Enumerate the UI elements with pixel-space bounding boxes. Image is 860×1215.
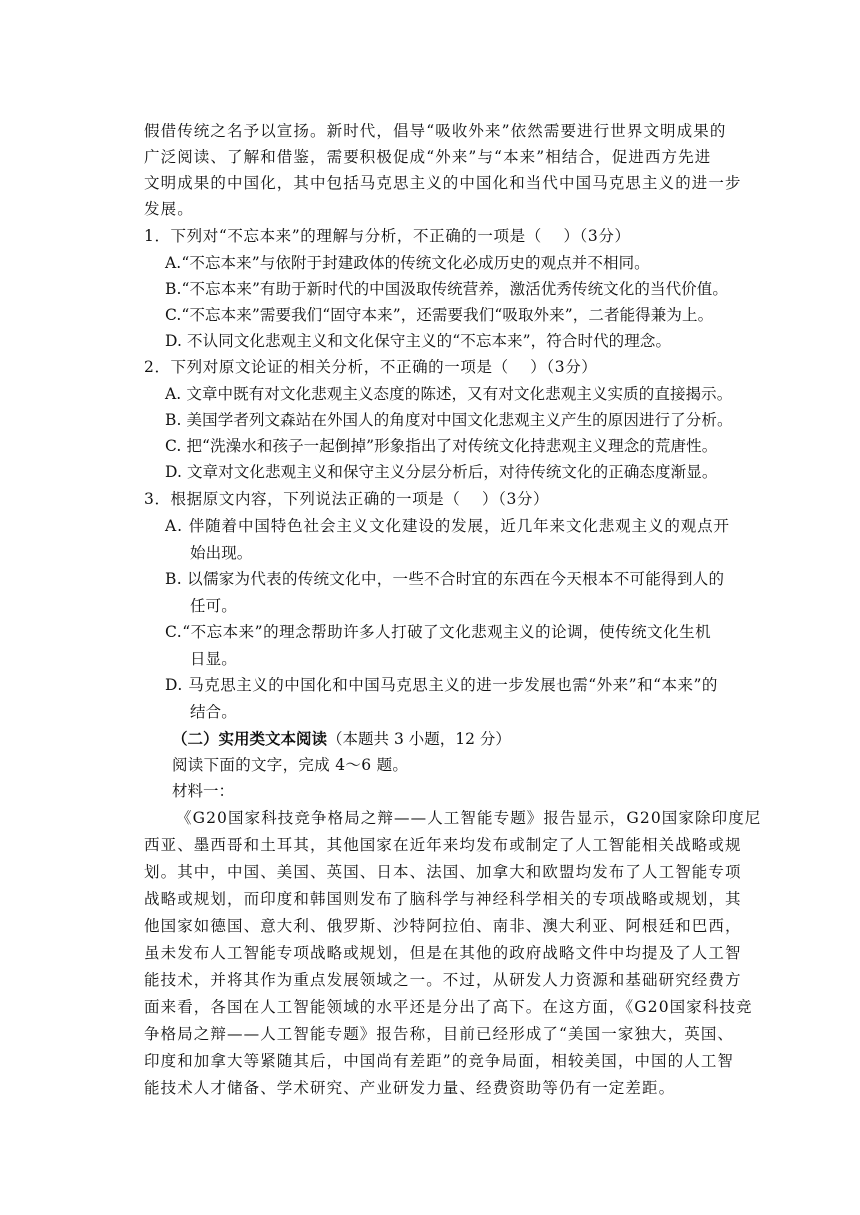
passage-line: 文明成果的中国化，其中包括马克思主义的中国化和当代中国马克思主义的进一步 bbox=[144, 174, 742, 192]
question-3-stem: 3．根据原文内容，下列说法正确的一项是（ ）（3分） bbox=[144, 490, 550, 508]
material-line: 他国家如德国、意大利、俄罗斯、沙特阿拉伯、南非、澳大利亚、阿根廷和巴西， bbox=[144, 917, 742, 935]
question-3-option-d-cont: 结合。 bbox=[190, 703, 237, 721]
material-line: 战略或规划，而印度和韩国则发布了脑科学与神经科学相关的专项战略或规划，其 bbox=[144, 890, 742, 908]
question-2-option-b: B. 美国学者列文森站在外国人的角度对中国文化悲观主义产生的原因进行了分析。 bbox=[165, 411, 733, 429]
passage-line: 假借传统之名予以宣扬。新时代，倡导“吸收外来”依然需要进行世界文明成果的 bbox=[144, 122, 727, 140]
material-line: 划。其中，中国、美国、英国、日本、法国、加拿大和欧盟均发布了人工智能专项 bbox=[144, 863, 742, 881]
question-2-option-d: D. 文章对文化悲观主义和保守主义分层分析后，对待传统文化的正确态度渐显。 bbox=[165, 463, 718, 481]
question-1-option-a: A.“不忘本来”与依附于封建政体的传统文化必成历史的观点并不相同。 bbox=[165, 254, 650, 272]
question-3-option-a-cont: 始出现。 bbox=[190, 544, 253, 562]
material-line: 能技术人才储备、学术研究、产业研发力量、经费资助等仍有一定差距。 bbox=[144, 1079, 676, 1097]
material-line: 面来看，各国在人工智能领域的水平还是分出了高下。在这方面，《G20国家科技竞 bbox=[144, 998, 753, 1016]
material-line: 能技术，并将其作为重点发展领域之一。不过，从研发人力资源和基础研究经费方 bbox=[144, 971, 742, 989]
question-2-option-c: C. 把“洗澡水和孩子一起倒掉”形象指出了对传统文化持悲观主义理念的荒唐性。 bbox=[165, 437, 718, 455]
question-1-option-d: D. 不认同文化悲观主义和文化保守主义的“不忘本来”，符合时代的理念。 bbox=[165, 332, 672, 350]
material-line: 争格局之辩——人工智能专题》报告称，目前已经形成了“美国一家独大，英国、 bbox=[144, 1025, 735, 1043]
question-1-option-c: C.“不忘本来”需要我们“固守本来”，还需要我们“吸取外来”，二者能得兼为上。 bbox=[165, 306, 714, 324]
section-heading bbox=[172, 729, 511, 749]
material-line: 虽未发布人工智能专项战略或规划，但是在其他的政府战略文件中均提及了人工智 bbox=[144, 944, 742, 962]
question-2-stem: 2．下列对原文论证的相关分析，不正确的一项是（ ）（3分） bbox=[144, 358, 598, 376]
question-2-option-a: A. 文章中既有对文化悲观主义态度的陈述，又有对文化悲观主义实质的直接揭示。 bbox=[165, 385, 733, 403]
material-line: 西亚、墨西哥和土耳其，其他国家在近年来均发布或制定了人工智能相关战略或规 bbox=[144, 836, 742, 854]
section-score-note: （本题共 3 小题，12 分） bbox=[327, 730, 511, 748]
question-1-stem: 1．下列对“不忘本来”的理解与分析，不正确的一项是（ ）（3分） bbox=[144, 227, 631, 245]
material-line: 印度和加拿大等紧随其后，中国尚有差距”的竞争局面，相较美国，中国的人工智 bbox=[144, 1052, 735, 1070]
question-3-option-a: A. 伴随着中国特色社会主义文化建设的发展，近几年来文化悲观主义的观点开 bbox=[165, 517, 730, 535]
material-line: 《G20国家科技竞争格局之辩——人工智能专题》报告显示，G20国家除印度尼 bbox=[176, 809, 762, 827]
question-1-option-b: B.“不忘本来”有助于新时代的中国汲取传统营养，激活优秀传统文化的当代价值。 bbox=[165, 280, 728, 298]
question-3-option-b-cont: 任可。 bbox=[190, 597, 237, 615]
passage-line: 发展。 bbox=[144, 200, 194, 218]
section-title: （二）实用类文本阅读 bbox=[172, 729, 328, 748]
material-label: 材料一： bbox=[172, 782, 235, 800]
section-instruction: 阅读下面的文字，完成 4～6 题。 bbox=[172, 756, 409, 774]
question-3-option-d: D. 马克思主义的中国化和中国马克思主义的进一步发展也需“外来”和“本来”的 bbox=[165, 676, 718, 694]
passage-line: 广泛阅读、了解和借鉴，需要积极促成“外来”与“本来”相结合，促进西方先进 bbox=[144, 148, 712, 166]
question-3-option-c-cont: 日显。 bbox=[190, 650, 237, 668]
question-3-option-b: B. 以儒家为代表的传统文化中，一些不合时宜的东西在今天根本不可能得到人的 bbox=[165, 570, 725, 588]
question-3-option-c: C.“不忘本来”的理念帮助许多人打破了文化悲观主义的论调，使传统文化生机 bbox=[165, 623, 712, 641]
